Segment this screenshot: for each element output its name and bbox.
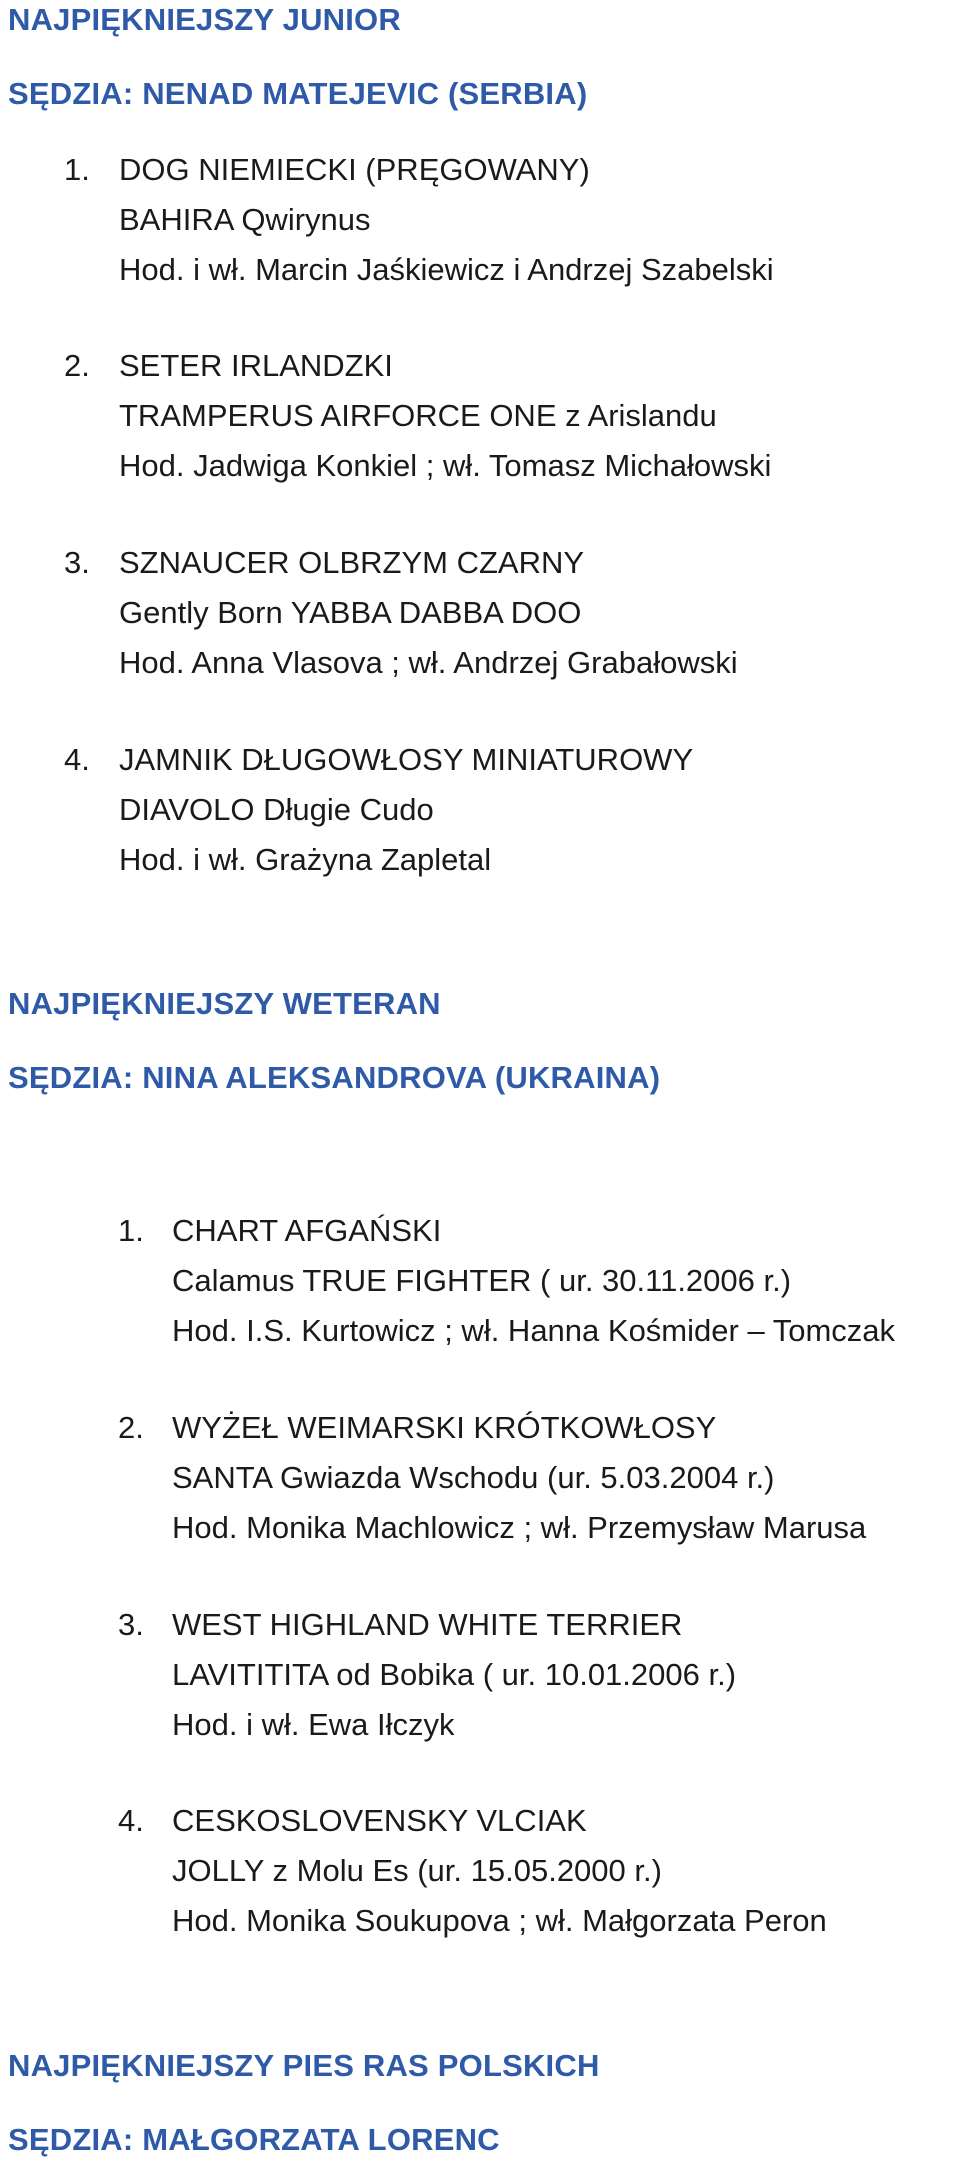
- entry-breed: CHART AFGAŃSKI: [172, 1213, 442, 1248]
- section-title-junior: NAJPIĘKNIEJSZY JUNIOR: [8, 2, 401, 37]
- entry-owner: Hod. Monika Soukupova ; wł. Małgorzata Peron: [172, 1903, 827, 1938]
- entry-owner: Hod. I.S. Kurtowicz ; wł. Hanna Kośmider – Tomczak: [172, 1313, 896, 1348]
- entry-number: 3.: [118, 1607, 144, 1642]
- entry-breed: CESKOSLOVENSKY VLCIAK: [172, 1803, 587, 1838]
- entry-owner: Hod. Anna Vlasova ; wł. Andrzej Grabałowski: [119, 645, 738, 680]
- entry-owner: Hod. i wł. Grażyna Zapletal: [119, 842, 492, 877]
- entry-number: 1.: [64, 152, 90, 187]
- entry-dog: DIAVOLO Długie Cudo: [119, 792, 434, 827]
- entry-number: 4.: [118, 1803, 144, 1838]
- entry-dog: BAHIRA Qwirynus: [119, 202, 371, 237]
- judge-veteran: SĘDZIA: NINA ALEKSANDROVA (UKRAINA): [8, 1060, 661, 1095]
- entry-dog: Calamus TRUE FIGHTER ( ur. 30.11.2006 r.): [172, 1263, 792, 1298]
- entry-breed: SETER IRLANDZKI: [119, 348, 393, 383]
- entry-number: 1.: [118, 1213, 144, 1248]
- entry-dog: JOLLY z Molu Es (ur. 15.05.2000 r.): [172, 1853, 662, 1888]
- entry-number: 2.: [64, 348, 90, 383]
- entry-dog: TRAMPERUS AIRFORCE ONE z Arislandu: [119, 398, 717, 433]
- entry-breed: SZNAUCER OLBRZYM CZARNY: [119, 545, 585, 580]
- entry-owner: Hod. Monika Machlowicz ; wł. Przemysław Marusa: [172, 1510, 867, 1545]
- entry-dog: Gently Born YABBA DABBA DOO: [119, 595, 582, 630]
- entry-owner: Hod. Jadwiga Konkiel ; wł. Tomasz Michałowski: [119, 448, 772, 483]
- judge-junior: SĘDZIA: NENAD MATEJEVIC (SERBIA): [8, 76, 588, 111]
- entry-dog: SANTA Gwiazda Wschodu (ur. 5.03.2004 r.): [172, 1460, 775, 1495]
- entry-number: 2.: [118, 1410, 144, 1445]
- entry-breed: JAMNIK DŁUGOWŁOSY MINIATUROWY: [119, 742, 694, 777]
- entry-owner: Hod. i wł. Marcin Jaśkiewicz i Andrzej Szabelski: [119, 252, 774, 287]
- entry-number: 4.: [64, 742, 90, 777]
- entry-number: 3.: [64, 545, 90, 580]
- judge-polish-breeds: SĘDZIA: MAŁGORZATA LORENC: [8, 2122, 500, 2157]
- entry-breed: WYŻEŁ WEIMARSKI KRÓTKOWŁOSY: [172, 1410, 717, 1445]
- entry-breed: WEST HIGHLAND WHITE TERRIER: [172, 1607, 683, 1642]
- entry-dog: LAVITITITA od Bobika ( ur. 10.01.2006 r.): [172, 1657, 737, 1692]
- section-title-polish-breeds: NAJPIĘKNIEJSZY PIES RAS POLSKICH: [8, 2048, 600, 2083]
- entry-breed: DOG NIEMIECKI (PRĘGOWANY): [119, 152, 590, 187]
- section-title-veteran: NAJPIĘKNIEJSZY WETERAN: [8, 986, 441, 1021]
- entry-owner: Hod. i wł. Ewa Iłczyk: [172, 1707, 455, 1742]
